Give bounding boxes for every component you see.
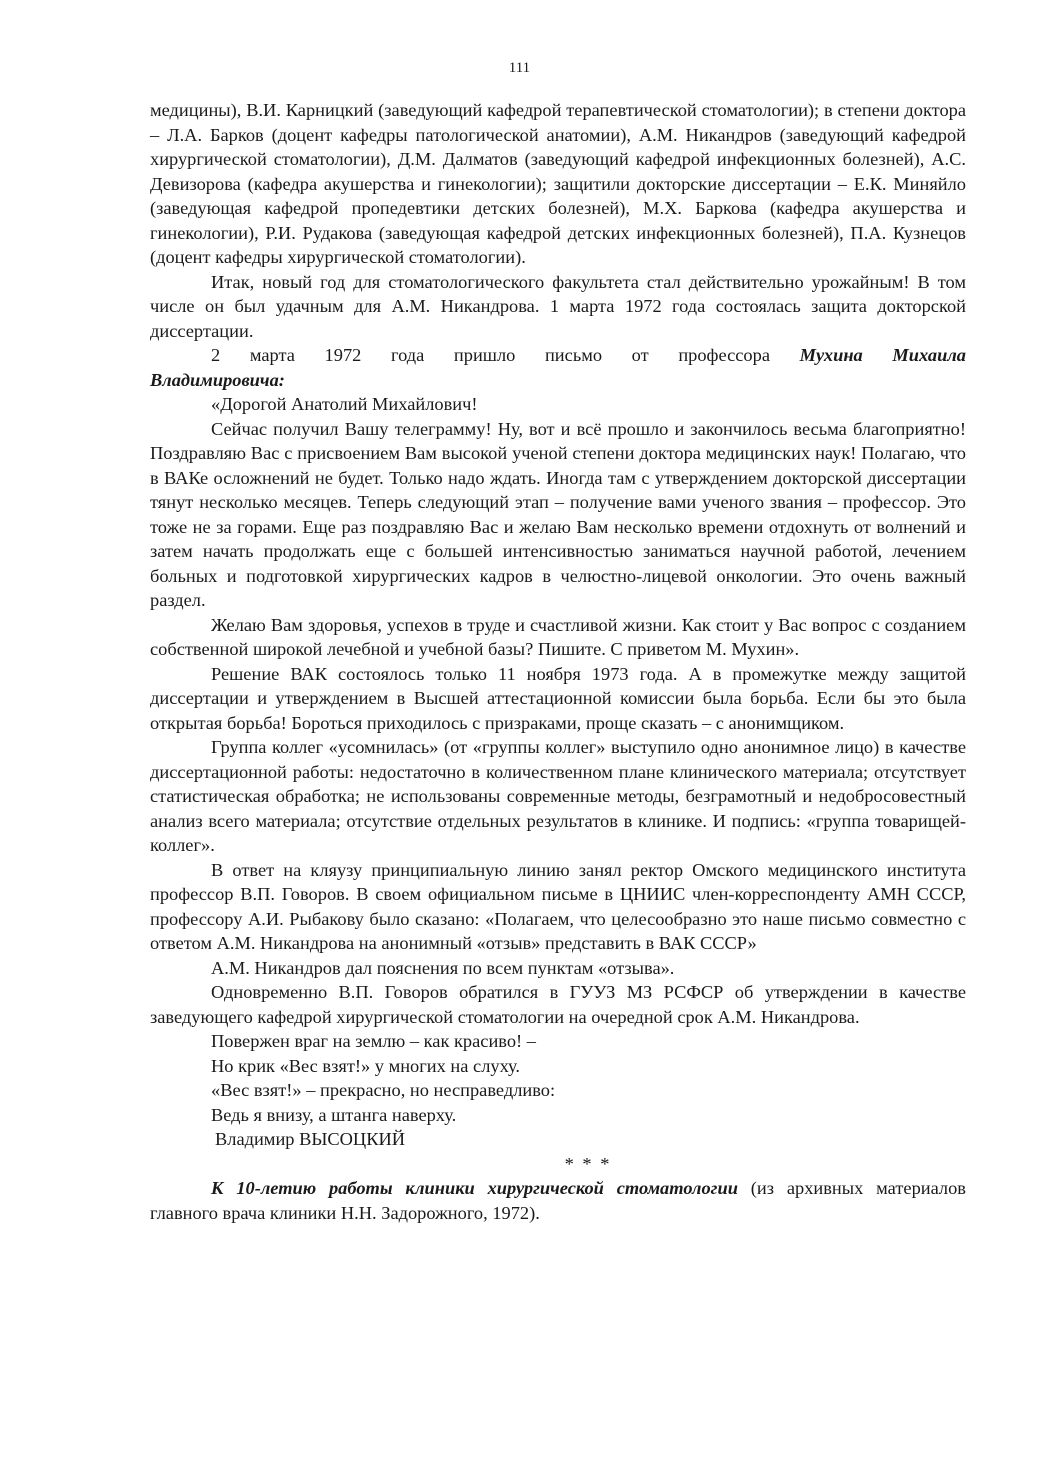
paragraph-vak-decision: Решение ВАК состоялось только 11 ноября 1973 года. А в промежутке между защитой диссертации и утверждением в Высшей аттестационной комиссии была борьба. Если бы это была открытая борьба! Бороться приходилось с призраками, проще сказать – с анонимщиком. bbox=[150, 663, 966, 733]
paragraph-2: Итак, новый год для стоматологического факультета стал действительно урожайным! В том числе он был удачным для А.М. Никандрова. 1 марта 1972 года состоялась защита докторской диссертации. bbox=[150, 271, 966, 341]
section-separator: * * * bbox=[564, 1153, 612, 1174]
poem-line: Повержен враг на землю – как красиво! – bbox=[211, 1031, 536, 1051]
paragraph-3-text: 2 марта 1972 года пришло письмо от профессора bbox=[211, 345, 770, 365]
paragraph-1: медицины), В.И. Карницкий (заведующий кафедрой терапевтической стоматологии); в степени доктора – Л.А. Барков (доцент кафедры патологической анатомии), А.М. Никандров (заведующий кафедрой хирургической стоматологии), Д.М. Далматов (заведующий кафедрой инфекционных болезней), А.С. Девизорова (кафедра акушерства и гинекологии); защитили докторские диссертации – Е.К. Миняйло (заведующая кафедрой пропедевтики детских болезней), М.Х. Баркова (кафедра акушерства и гинекологии), Р.И. Рудакова (заведующая кафедрой детских инфекционных болезней), П.А. Кузнецов (доцент кафедры хирургической стоматологии). bbox=[150, 100, 966, 267]
paragraph-explanations: А.М. Никандров дал пояснения по всем пунктам «отзыва». bbox=[211, 957, 675, 978]
poem-line: Ведь я внизу, а штанга наверху. bbox=[211, 1104, 457, 1125]
poem bbox=[150, 1029, 966, 1127]
professor-patronymic: Владимировича: bbox=[150, 369, 285, 390]
section-heading-paragraph bbox=[150, 1176, 966, 1225]
letter-closing: Желаю Вам здоровья, успехов в труде и счастливой жизни. Как стоит у Вас вопрос с созданием собственной широкой лечебной и учебной базы? Пишите. С приветом М. Мухин». bbox=[150, 614, 966, 659]
section-heading-note: (из архивных материалов главного врача клиники Н.Н. Задорожного, 1972). bbox=[150, 1178, 966, 1223]
page-body bbox=[150, 98, 966, 1225]
paragraph-3 bbox=[150, 343, 966, 368]
paragraph-anonymous-review: Группа коллег «усомнилась» (от «группы коллег» выступило одно анонимное лицо) в качестве диссертационной работы: недостаточно в количественном плане клинического материала; отсутствует статистическая обработка; не использованы современные методы, безграмотный и недобросовестный анализ всего материала; отсутствие отдельных результатов в клинике. И подпись: «группа товарищей-коллег». bbox=[150, 737, 966, 855]
letter-greeting: «Дорогой Анатолий Михайлович! bbox=[211, 394, 478, 414]
paragraph-3-continuation bbox=[150, 368, 966, 393]
poem-line: Но крик «Вес взят!» у многих на слуху. bbox=[211, 1055, 521, 1076]
page-number: 111 bbox=[508, 60, 531, 76]
paragraph-appointment: Одновременно В.П. Говоров обратился в ГУУЗ МЗ РСФСР об утверждении в качестве заведующего кафедрой хирургической стоматологии на очередной срок А.М. Никандрова. bbox=[150, 982, 966, 1027]
section-heading: К 10-летию работы клиники хирургической стоматологии bbox=[211, 1178, 738, 1198]
professor-name: Мухина Михаила bbox=[799, 345, 966, 365]
poem-line: «Вес взят!» – прекрасно, но несправедливо: bbox=[211, 1080, 556, 1100]
poem-author: Владимир ВЫСОЦКИЙ bbox=[215, 1129, 406, 1149]
letter-body: Сейчас получил Вашу телеграмму! Ну, вот и всё прошло и закончилось весьма благоприятно! Поздравляю Вас с присвоением Вам высокой ученой степени доктора медицинских наук! Полагаю, что в ВАКе осложнений не будет. Только надо ждать. Иногда там с утверждением докторской диссертации тянут несколько месяцев. Теперь следующий этап – получение вами ученого звания – профессор. Это тоже не за горами. Еще раз поздравляю Вас и желаю Вам несколько времени отдохнуть от волнений и затем начать продолжать еще с большей интенсивностью заниматься научной работой, лечением больных и подготовкой хирургических кадров в челюстно-лицевой онкологии. Это очень важный раздел. bbox=[150, 418, 966, 610]
paragraph-rector-response: В ответ на кляузу принципиальную линию занял ректор Омского медицинского института профессор В.П. Говоров. В своем официальном письме в ЦНИИС член-корреспонденту АМН СССР, профессору А.И. Рыбакову было сказано: «Полагаем, что целесообразно это наше письмо совместно с ответом А.М. Никандрова на анонимный «отзыв» представить в ВАК СССР» bbox=[150, 859, 966, 953]
